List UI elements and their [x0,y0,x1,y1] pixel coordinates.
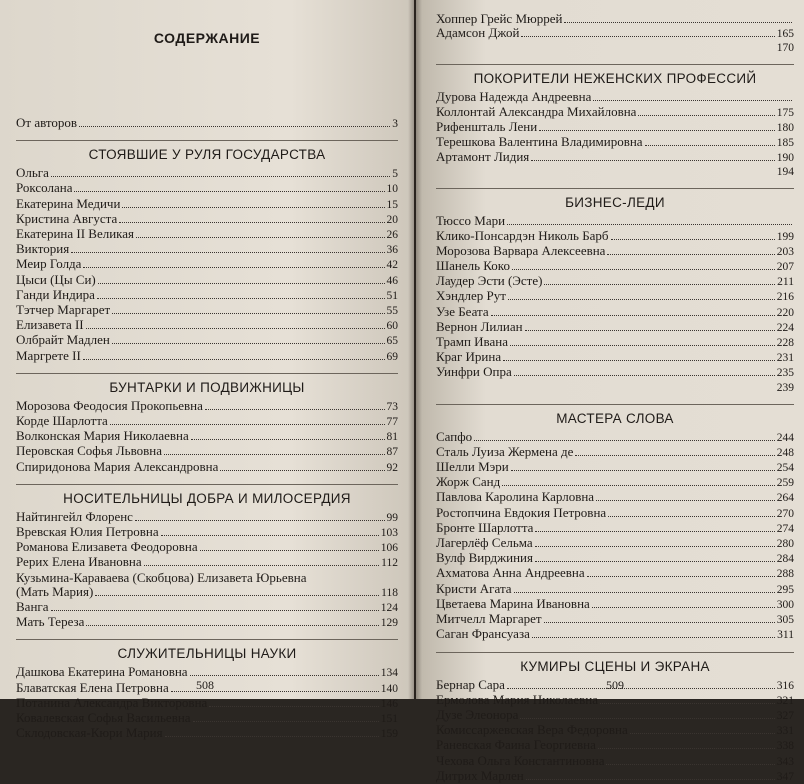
leader-dots [86,328,385,329]
leader-dots [535,546,775,547]
entry-page: 295 [776,583,794,596]
leader-dots [600,703,775,704]
entry-page: 60 [386,320,398,333]
entry-page: 270 [776,507,794,520]
entry-page: 3 [392,118,398,130]
entry-name: Митчелл Маргарет [436,612,542,627]
entry-page: 280 [776,538,794,551]
toc-entry [16,273,398,288]
entry-name: Потанина Александра Викторовна [16,695,208,710]
toc-entry [436,135,794,150]
leader-dots [508,299,775,300]
entry-page: 254 [776,462,794,475]
leader-dots [526,779,775,780]
toc-entry [16,711,398,726]
toc-entry [16,615,398,630]
leader-dots [539,130,775,131]
entry-name: От авторов [16,116,78,130]
entry-name: Саган Франсуаза [436,627,530,642]
entry-name: Корде Шарлотта [16,414,108,429]
left-page [0,0,414,741]
entry-page: 264 [776,492,794,505]
entry-name: Раневская Фаина Георгиевна [436,738,596,753]
toc-entry [436,214,794,228]
leader-dots [512,269,775,270]
entry-name: Ванга [16,600,49,615]
leader-dots [74,191,384,192]
entry-name: Екатерина Медичи [16,196,121,211]
leader-dots [83,267,384,268]
entry-page: 180 [776,121,794,134]
leader-dots [531,160,774,161]
toc-entry [436,536,794,551]
entry-name: Ермолова Мария Николаевна [436,692,599,707]
toc-entry [16,166,398,181]
entry-page: 228 [776,337,794,350]
toc-entry [436,120,794,135]
leader-dots [51,610,379,611]
section-heading: БУНТАРКИ И ПОДВИЖНИЦЫ [16,373,398,395]
entry-page: 207 [776,261,794,274]
leader-dots [596,500,775,501]
entry-name: Сапфо [436,429,473,444]
leader-dots [95,595,379,596]
leader-dots [645,145,775,146]
right-sections [436,64,794,784]
right-page [416,0,804,783]
leader-dots [525,330,775,331]
toc-entry [436,229,794,244]
entry-page: 51 [386,289,398,302]
entry-name: Дитрих Марлен [436,768,524,783]
leader-dots [474,440,775,441]
toc-entry [436,551,794,566]
toc-entry [16,414,398,429]
entry-name: Краг Ирина [436,350,502,365]
leader-dots [544,284,775,285]
leader-dots [544,622,775,623]
leader-dots [593,100,792,101]
entry-name: Тюссо Мари [436,214,506,229]
leader-dots [598,748,775,749]
toc-entry [16,696,398,711]
leader-dots [507,688,775,689]
toc-entry [436,105,794,120]
toc-entry [436,738,794,753]
toc-entry [16,212,398,227]
leader-dots [83,359,385,360]
left-sections [16,140,398,741]
toc-entry [16,349,398,364]
trailing-page: 239 [776,381,794,394]
leader-dots [575,455,774,456]
toc-entry [16,525,398,540]
entry-page: 20 [386,213,398,226]
entry-name: Волконская Мария Николаевна [16,429,189,444]
entry-page: 338 [776,740,794,753]
toc-entry [436,320,794,335]
leader-dots [136,237,384,238]
entry-name-cont: (Мать Мария) [16,584,94,599]
entry-name: Павлова Каролина Карловна [436,490,595,505]
leader-dots [630,733,775,734]
entry-page: 321 [776,694,794,707]
entry-page: 159 [380,728,398,741]
book-gutter [408,0,422,699]
toc-entry [436,490,794,505]
leader-dots [607,254,774,255]
entry-page: 65 [386,335,398,348]
leader-dots [161,535,379,536]
toc-entry [436,582,794,597]
leader-dots [535,561,775,562]
toc-entry [16,585,398,600]
entry-page: 36 [386,244,398,257]
entry-page: 10 [386,183,398,196]
entry-name: Маргрете II [16,348,81,363]
toc-entry [16,197,398,212]
entry-page: 220 [776,306,794,319]
entry-name: Коллонтай Александра Михайловна [436,104,637,119]
section-heading: МАСТЕРА СЛОВА [436,404,794,426]
toc-entry [436,365,794,380]
entry-name: Ковалевская Софья Васильевна [16,711,191,726]
entry-name: Ганди Индира [16,287,95,302]
entry-page: 92 [386,461,398,474]
leader-dots [608,516,775,517]
entry-page: 244 [776,431,794,444]
entry-name: Кристина Августа [16,211,118,226]
toc-entry [16,242,398,257]
entry-name: Блаватская Елена Петровна [16,680,169,695]
entry-name: Хоппер Грейс Мюррей [436,12,563,26]
toc-entry [16,460,398,475]
entry-name: Дузе Элеонора [436,707,519,722]
entry-name: Ольга [16,166,49,181]
entry-page: 5 [392,168,398,181]
entry-name: Ростопчина Евдокия Петровна [436,505,607,520]
entry-name: Артамонт Лидия [436,150,530,165]
entry-name: Склодовская-Кюри Мария [16,726,163,741]
entry-name: Сталь Луиза Жермена де [436,444,574,459]
entry-name: Дашкова Екатерина Романовна [16,665,188,680]
leader-dots [79,126,390,127]
entry-name: Олбрайт Мадлен [16,333,110,348]
leader-dots [164,454,384,455]
entry-page: 118 [381,586,398,599]
toc-entry [436,244,794,259]
toc-entry [16,318,398,333]
toc-entry [436,521,794,536]
entry-page: 327 [776,709,794,722]
leader-dots [606,764,774,765]
toc-entry [16,227,398,242]
entry-page: 140 [380,682,398,695]
entry-name: Цыси (Цы Си) [16,272,96,287]
leader-dots [51,176,390,177]
entry-name: Кристи Агата [436,581,512,596]
leader-dots [502,485,775,486]
entry-page: 134 [380,667,398,680]
entry-name: Цветаева Марина Ивановна [436,596,590,611]
leader-dots [112,313,384,314]
toc-entry [436,430,794,445]
entry-page: 26 [386,229,398,242]
entry-name: Хэндлер Рут [436,289,506,304]
leader-dots [535,531,774,532]
entry-page: 274 [776,522,794,535]
toc-entry [436,289,794,304]
toc-entry [436,693,794,708]
toc-entry [436,597,794,612]
leader-dots [611,239,775,240]
leader-dots [521,36,774,37]
leader-dots [86,625,378,626]
toc-entry [16,303,398,318]
toc-entry [436,627,794,642]
entry-page: 300 [776,598,794,611]
entry-name: Лаудер Эсти (Эсте) [436,274,543,289]
entry-name: Лагерлёф Сельма [436,536,533,551]
page-number-left: 508 [196,678,214,692]
entry-page: 77 [386,416,398,429]
entry-page: 87 [386,446,398,459]
entry-page: 224 [776,321,794,334]
entry-name: Романова Елизавета Феодоровна [16,540,198,555]
entry-page: 284 [776,553,794,566]
entry-page: 129 [380,617,398,630]
toc-entry [436,305,794,320]
entry-name-line: Кузьмина-Караваева (Скобцова) Елизавета Юрьевна [16,569,307,585]
entry-name: Уинфри Опра [436,365,512,380]
trailing-page: 194 [776,166,794,179]
entry-page: 73 [386,400,398,413]
toc-entry [16,600,398,615]
entry-page: 99 [386,511,398,524]
entry-name: Вернон Лилиан [436,319,523,334]
entry-name: Виктория [16,242,70,257]
leader-dots [220,470,384,471]
entry-name: Тэтчер Маргарет [16,303,111,318]
entry-name: Трамп Ивана [436,335,509,350]
entry-name: Жорж Санд [436,475,501,490]
leader-dots [514,592,775,593]
entry-name: Екатерина II Великая [16,227,135,242]
entry-page: 15 [386,198,398,211]
entry-name: Найтингейл Флоренс [16,509,133,524]
leader-dots [112,343,385,344]
leader-dots [592,607,775,608]
entry-name: Вулф Вирджиния [436,551,533,566]
section-heading: СЛУЖИТЕЛЬНИЦЫ НАУКИ [16,639,398,661]
entry-name: Шелли Мэри [436,460,509,475]
entry-page: 343 [776,755,794,768]
toc-entry [16,429,398,444]
section-heading: БИЗНЕС-ЛЕДИ [436,188,794,210]
leader-dots [638,115,774,116]
leader-dots [200,550,379,551]
page-number-right: 509 [606,678,624,692]
toc-entry [436,90,794,104]
entry-page: 69 [386,350,398,363]
entry-page: 311 [777,629,794,642]
entry-name: Дурова Надежда Андреевна [436,90,592,105]
entry-page: 235 [776,367,794,380]
section-heading: КУМИРЫ СЦЕНЫ И ЭКРАНА [436,652,794,674]
toc-title: СОДЕРЖАНИЕ [153,30,261,46]
leader-dots [135,520,385,521]
toc-entry [16,510,398,525]
leader-dots [110,424,385,425]
leader-dots [144,565,380,566]
entry-page: 42 [386,259,398,272]
leader-dots [191,439,385,440]
entry-name: Морозова Феодосия Прокопьевна [16,398,203,413]
entry-name: Вревская Юлия Петровна [16,525,159,540]
entry-page: 81 [386,431,398,444]
entry-name: Рерих Елена Ивановна [16,555,142,570]
section-heading: ПОКОРИТЕЛИ НЕЖЕНСКИХ ПРОФЕССИЙ [436,64,794,86]
toc-entry [436,26,794,41]
entry-name: Перовская Софья Львовна [16,444,163,459]
entry-name: Клико-Понсардэн Николь Барб [436,228,609,243]
toc-entry [16,540,398,555]
toc-entry [436,506,794,521]
entry-page: 146 [380,697,398,710]
entry-page: 151 [380,713,398,726]
leader-dots [507,224,792,225]
leader-dots [71,252,384,253]
entry-name: Рифеншталь Лени [436,119,538,134]
entry-page: 199 [776,230,794,243]
toc-entry [436,274,794,289]
leader-dots [98,283,385,284]
entry-page: 103 [380,527,398,540]
entry-page: 248 [776,446,794,459]
leader-dots [514,375,775,376]
leader-dots [190,675,379,676]
toc-entry [436,723,794,738]
entry-page: 231 [776,352,794,365]
toc-entry [436,754,794,769]
entry-name: Адамсон Джой [436,26,520,41]
entry-page: 259 [776,477,794,490]
toc-entry [16,288,398,303]
entry-name: Мать Тереза [16,615,85,630]
section-heading: НОСИТЕЛЬНИЦЫ ДОБРА И МИЛОСЕРДИЯ [16,484,398,506]
toc-entry [436,335,794,350]
entry-name: Бернар Сара [436,677,505,692]
entry-page: 211 [777,276,794,289]
toc-entry [16,399,398,414]
entry-page: 347 [776,770,794,783]
entry-page: 185 [776,137,794,150]
entry-page: 124 [380,602,398,615]
toc-entry [16,726,398,741]
toc-entry [436,350,794,365]
entry-name: Роксолана [16,181,73,196]
leader-dots [503,360,775,361]
entry-name: Меир Голда [16,257,82,272]
entry-page: 305 [776,614,794,627]
toc-entry [436,566,794,581]
toc-entry [436,475,794,490]
leader-dots [511,470,775,471]
toc-entry [16,555,398,570]
leader-dots [165,736,379,737]
entry-page: 175 [776,106,794,119]
entry-name: Комиссаржевская Вера Федоровна [436,723,628,738]
entry-page: 112 [381,557,398,570]
toc-entry [16,181,398,196]
entry-page: 165 [776,28,794,41]
leader-dots [119,222,384,223]
leader-dots [205,409,385,410]
entry-page: 190 [776,152,794,165]
entry-name: Чехова Ольга Константиновна [436,753,605,768]
toc-entry [436,460,794,475]
leader-dots [587,576,775,577]
toc-entry [436,769,794,784]
entry-name: Ахматова Анна Андреевна [436,566,585,581]
toc-entry [436,259,794,274]
entry-page: 106 [380,542,398,555]
toc-entry [436,12,794,26]
entry-name: Терешкова Валентина Владимировна [436,135,643,150]
entry-page: 55 [386,305,398,318]
entry-page: 288 [776,568,794,581]
toc-entry [436,708,794,723]
entry-page: 203 [776,245,794,258]
leader-dots [491,315,775,316]
leader-dots [520,718,774,719]
right-carry-over [436,12,794,41]
leader-dots [193,721,379,722]
entry-page: 216 [776,291,794,304]
leader-dots [564,22,792,23]
toc-entry [436,150,794,165]
leader-dots [532,637,775,638]
entry-name: Бронте Шарлотта [436,520,534,535]
toc-entry [436,445,794,460]
toc-entry [436,612,794,627]
leader-dots [510,345,775,346]
toc-entry-intro [16,116,398,131]
section-heading: СТОЯВШИЕ У РУЛЯ ГОСУДАРСТВА [16,140,398,162]
entry-page: 316 [776,679,794,692]
leader-dots [97,298,385,299]
entry-name: Узе Беата [436,304,489,319]
entry-name: Спиридонова Мария Александровна [16,459,219,474]
entry-page: 331 [776,725,794,738]
toc-entry [16,444,398,459]
leader-dots [209,706,378,707]
entry-name: Морозова Варвара Алексеевна [436,243,606,258]
leader-dots [122,207,384,208]
entry-page: 46 [386,274,398,287]
toc-entry [16,257,398,272]
entry-name: Елизавета II [16,318,84,333]
entry-name: Шанель Коко [436,259,510,274]
toc-entry [16,333,398,348]
carry-extra-page: 170 [776,42,794,55]
